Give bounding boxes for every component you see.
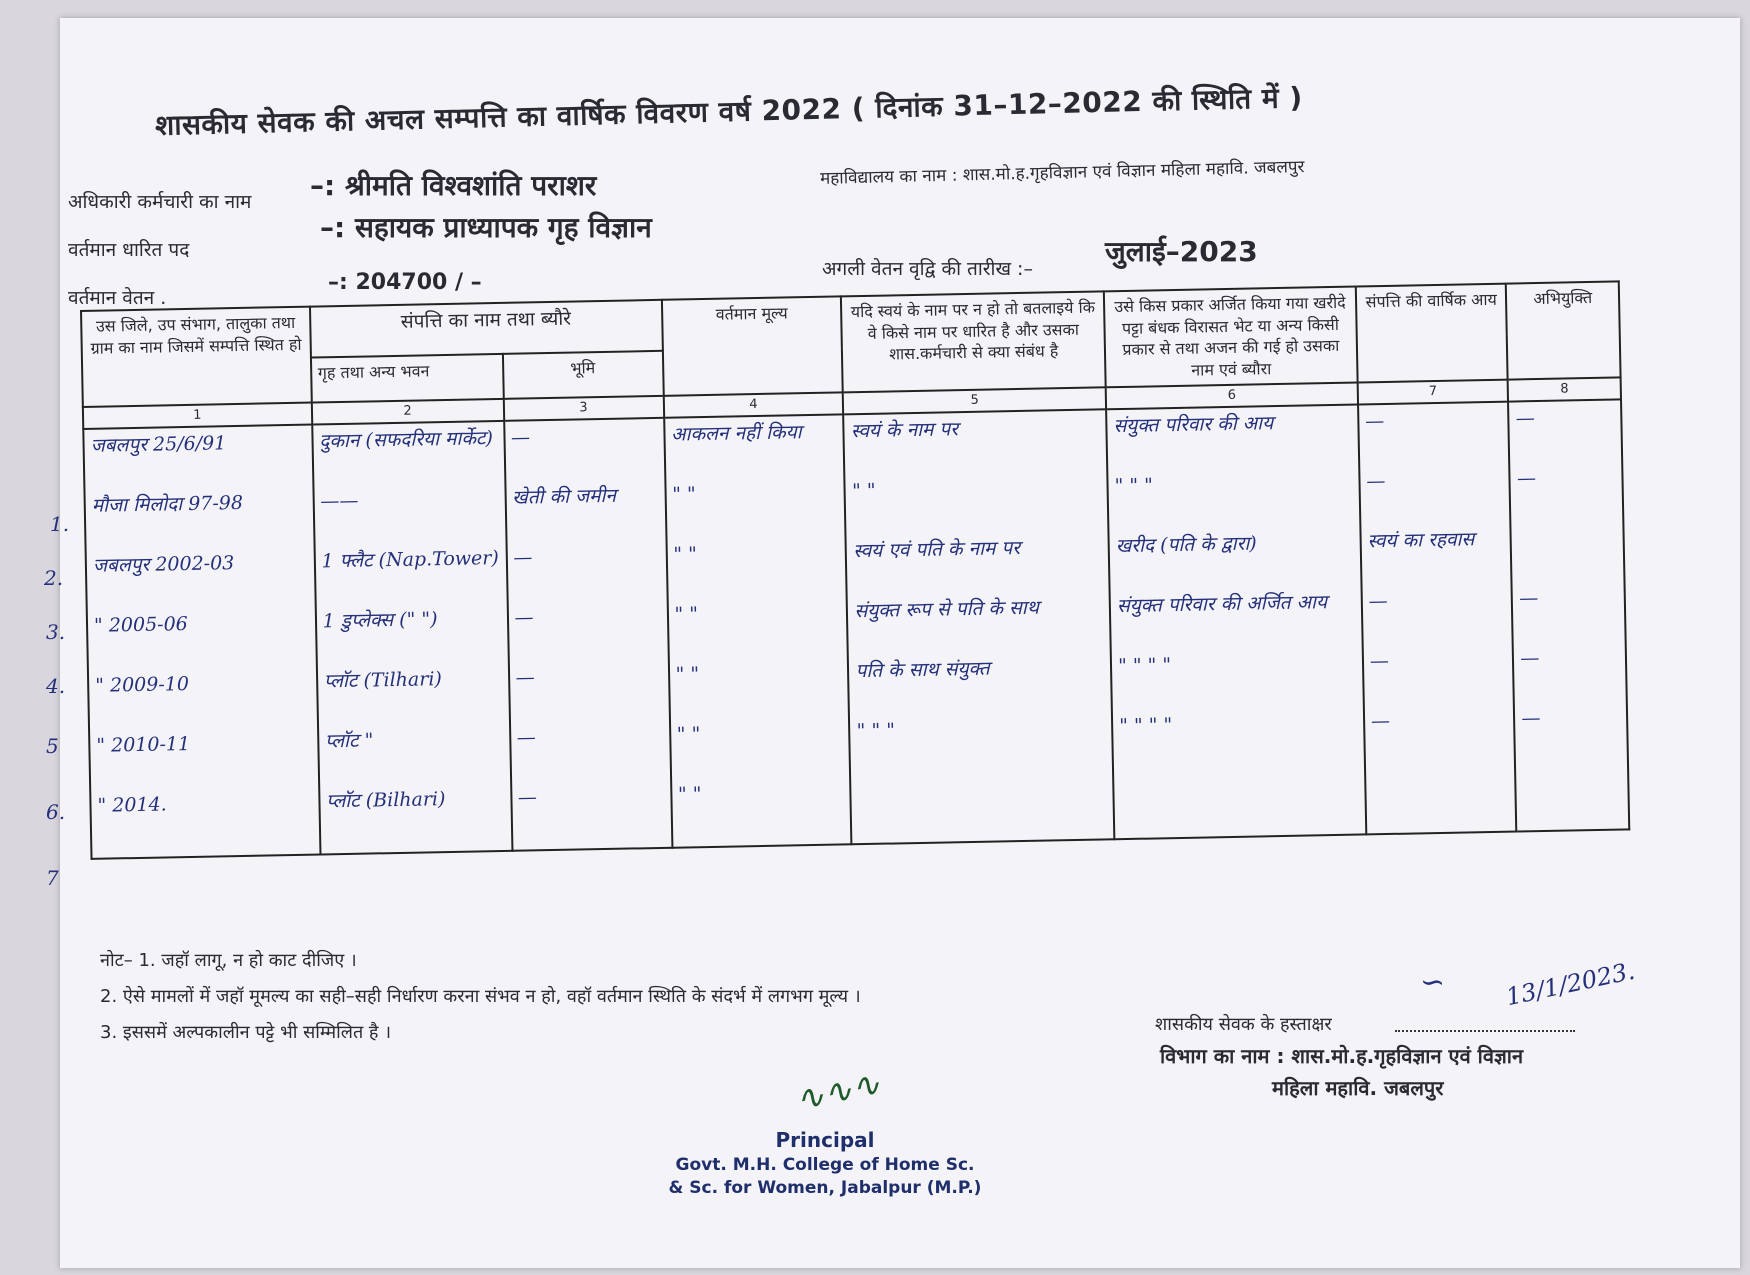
table-cell: " 2010-11 (96, 732, 191, 757)
stamp-line-1: Govt. M.H. College of Home Sc. (675, 1155, 975, 1175)
table-cell: — (513, 546, 533, 569)
subheader-land: भूमि (502, 351, 663, 399)
increment-value: जुलाई–2023 (1105, 235, 1258, 268)
post-value: –: सहायक प्राध्यापक गृह विज्ञान (320, 211, 652, 244)
table-cell: आकलन नहीं किया (670, 421, 802, 446)
table-cell (1522, 764, 1622, 826)
col-acquisition (1106, 404, 1366, 839)
subheader-buildings: गृह तथा अन्य भवन (311, 354, 504, 403)
table-cell: — (514, 606, 534, 629)
header-value: वर्तमान मूल्य (661, 296, 843, 396)
salary-label: वर्तमान वेतन . (68, 287, 167, 309)
stamp-line-2: & Sc. for Women, Jabalpur (M.P.) (668, 1178, 982, 1198)
header-holder: यदि स्वयं के नाम पर न हो तो बतलाइये कि वे किसे नाम पर धारित है और उसका शास.कर्मचारी से क्या संबंध है (841, 291, 1105, 392)
table-cell: संयुक्त रूप से पति के साथ (854, 596, 1040, 623)
table-cell: 1 डुप्लेक्स (" ") (322, 608, 438, 633)
table-cell: — (1368, 589, 1388, 613)
col-location (83, 424, 320, 858)
col-remarks (1508, 399, 1629, 831)
table-cell: — (1519, 586, 1539, 610)
table-cell: — (1370, 709, 1391, 733)
table-cell: " " " " (1117, 654, 1172, 678)
table-cell: " " (677, 783, 702, 806)
property-table (80, 280, 1630, 859)
principal-signature-mark: ∿∿∿ (791, 1063, 884, 1121)
table-body (83, 399, 1629, 858)
col-number: 5 (843, 388, 1106, 415)
table-cell: स्वयं का रहवास (1367, 528, 1475, 553)
table-cell: संयुक्त परिवार की अर्जित आय (1116, 591, 1328, 618)
col-number: 2 (311, 399, 503, 424)
note-2: 2. ऐसे मामलों में जहॉ मूमल्य का सही–सही निर्धारण करना संभव न हो, वहॉ वर्तमान स्थिति के संदर्भ में लगभग मूल्य । (100, 986, 861, 1007)
table-cell: खेती की जमीन (511, 484, 617, 509)
table-cell: " " (675, 663, 700, 686)
table-cell (1372, 767, 1510, 830)
row-number: 1. (50, 512, 70, 536)
table-cell: 1 फ्लैट (Nap.Tower) (321, 546, 499, 573)
table-cell: " " (673, 543, 698, 566)
table-cell (1120, 769, 1359, 834)
col-number: 8 (1508, 378, 1621, 402)
table-cell (858, 774, 1108, 839)
table-cell: खरीद (पति के द्वारा) (1115, 532, 1257, 558)
table-cell: प्लॉट (Bilhari) (325, 787, 446, 813)
col-income (1358, 402, 1517, 835)
table-cell: " " (851, 479, 876, 503)
table-cell: जबलपुर 25/6/91 (90, 432, 227, 457)
note-1: नोट– 1. जहॉ लागू, न हो काट दीजिए । (100, 950, 357, 971)
table-cell: " 2005-06 (93, 612, 188, 637)
department-line-1: विभाग का नाम : शास.मो.ह.गृहविज्ञान एवं विज्ञान (1160, 1044, 1524, 1068)
table-cell: —— (320, 489, 359, 513)
row-number: 6. (46, 800, 66, 824)
table-cell: स्वयं के नाम पर (850, 418, 959, 443)
table-cell: — (517, 786, 538, 809)
table-cell: संयुक्त परिवार की आय (1113, 412, 1274, 438)
table-cell: " " " (1114, 474, 1154, 498)
table-cell: " 2014. (97, 793, 167, 817)
document-title: शासकीय सेवक की अचल सम्पत्ति का वार्षिक विवरण वर्ष 2022 ( दिनांक 31–12–2022 की स्थिति में ) (154, 80, 1304, 143)
header-location: उस जिले, उप संभाग, तालुका तथा ग्राम का नाम जिसमें सम्पत्ति स्थित हो (81, 307, 311, 408)
table-cell: — (1516, 467, 1537, 490)
col-number: 3 (503, 396, 663, 421)
increment-label: अगली वेतन वृद्वि की तारीख :– (822, 258, 1033, 280)
table-cell: दुकान (सफदरिया मार्केट) (319, 427, 494, 453)
signature-date: 13/1/2023. (1503, 956, 1638, 1012)
stamp-title: Principal (775, 1128, 875, 1152)
table-cell: — (1515, 407, 1536, 430)
post-label: वर्तमान धारित पद (68, 239, 190, 261)
employee-name-value: –: श्रीमति विश्वशांति पराशर (310, 169, 597, 202)
table-cell: स्वयं एवं पति के नाम पर (853, 536, 1021, 563)
table-cell: " " (676, 723, 701, 746)
table-cell: " " (674, 603, 699, 626)
row-number: 4. (46, 674, 66, 698)
col-holder (844, 409, 1115, 844)
table-cell: — (1520, 646, 1540, 670)
table-cell: " " (671, 483, 696, 506)
col-number: 7 (1357, 380, 1508, 404)
col-value (664, 414, 852, 847)
signature-line (1395, 1030, 1575, 1032)
row-number: 5 (46, 734, 59, 758)
table-cell: " " " " (1119, 714, 1173, 738)
table-cell: " 2009-10 (95, 672, 190, 697)
table-cell: — (515, 666, 535, 689)
table-cell (1518, 524, 1618, 586)
employee-signature-mark: ∽ (1420, 965, 1446, 1000)
col-number: 4 (663, 393, 843, 418)
row-number: 7 (46, 866, 59, 890)
table-cell: — (516, 726, 536, 749)
table-cell: " " " (856, 719, 896, 743)
header-acquisition: उसे किस प्रकार अर्जित किया गया खरीदे पट्टा बंधक विरासत भेट या अन्य किसी प्रकार से तथा अजन की गई हो उसका नाम एवं ब्यौरा (1104, 287, 1358, 388)
header-property: संपत्ति का नाम तथा ब्यौरे (310, 300, 663, 358)
row-number: 3. (46, 620, 66, 644)
salary-value: –: 204700 / – (328, 270, 482, 295)
employee-name-label: अधिकारी कर्मचारी का नाम (68, 191, 252, 213)
department-line-2: महिला महावि. जबलपुर (1272, 1076, 1444, 1100)
header-remarks: अभियुक्ति (1506, 281, 1620, 380)
col-number: 1 (83, 403, 312, 429)
table-cell: प्लॉट (Tilhari) (323, 668, 443, 693)
signature-label: शासकीय सेवक के हस्ताक्षर (1155, 1014, 1332, 1035)
table-cell: मौजा मिलोदा 97-98 (91, 491, 244, 517)
col-number: 6 (1106, 383, 1358, 409)
row-number: 2. (44, 566, 64, 590)
col-land (504, 418, 672, 851)
table-cell: पति के साथ संयुक्त (855, 657, 990, 683)
col-buildings (312, 421, 512, 855)
table-cell: — (1365, 409, 1385, 433)
note-3: 3. इससमें अल्पकालीन पट्टे भी सम्मिलित है । (100, 1022, 392, 1043)
table-cell: — (1366, 469, 1386, 493)
college-name: महाविद्यालय का नाम : शास.मो.ह.गृहविज्ञान एवं विज्ञान महिला महावि. जबलपुर (819, 157, 1305, 189)
header-income: संपत्ति की वार्षिक आय (1356, 284, 1508, 383)
table-cell: जबलपुर 2002-03 (92, 552, 235, 577)
table-cell: — (1369, 649, 1390, 673)
table-cell: — (510, 426, 531, 449)
table-cell: — (1521, 706, 1541, 730)
table-cell: प्लॉट " (324, 729, 374, 753)
